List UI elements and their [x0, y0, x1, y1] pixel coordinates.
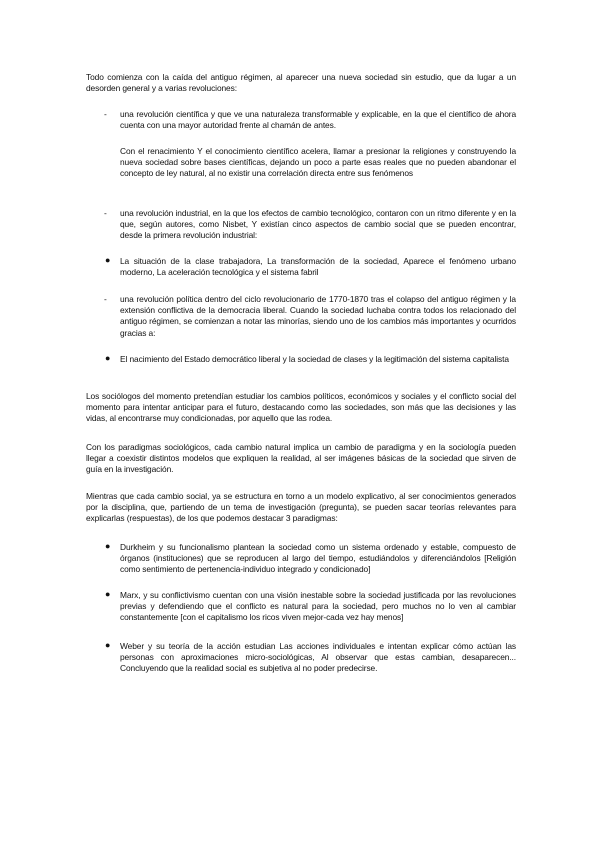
durkheim-text: Durkheim y su funcionalismo plantean la sociedad como un sistema ordenado y estable, compuesto de órganos (instituciones) que se reproducen al largo del tiempo, estudiándolos y diferenciándolos [Religión como sentimiento de pertenencia-individuo integrado y condicionado]	[120, 542, 516, 575]
list-item-industrial-aspects	[86, 256, 516, 278]
weber-text: Weber y su teoría de la acción estudian Las acciones individuales e intentan explicar cómo actúan las personas con aproximaciones micro-sociológicas, Al observar que estas cambian, desaparecen... Concluyendo que la realidad social es subjetiva al no poder predecirse.	[120, 641, 516, 674]
dash-marker: -	[104, 208, 107, 218]
bullet-marker: ●	[105, 255, 111, 265]
list-item-marx	[86, 590, 516, 624]
rev-cientifica-text: una revolución científica y que ve una naturaleza transformable y explicable, en la que el científico de ahora cuenta con una mayor autoridad frente al chamán de antes.	[120, 109, 516, 131]
mientras-paragraph: Mientras que cada cambio social, ya se estructura en torno a un modelo explicativo, al ser conocimientos generados por la disciplina, que, partiendo de un tema de investigación (pregunta), se pueden sacar teorías relevantes para explicarlas (respuestas), de los que podemos destacar 3 paradigmas:	[86, 491, 516, 524]
bullet-marker: ●	[105, 353, 111, 363]
rev-industrial-text: una revolución industrial, en la que los efectos de cambio tecnológico, contaron con un ritmo diferente y en la que, según autores, como Nisbet, Y existían cinco aspectos de cambio social que se pueden encontrar, desde la primera revolución industrial:	[120, 208, 516, 241]
bullet-marker: ●	[105, 640, 111, 650]
bullet-marker: ●	[105, 541, 111, 551]
paradigmas-paragraph: Con los paradigmas sociológicos, cada cambio natural implica un cambio de paradigma y en la sociología pueden llegar a coexistir distintos modelos que expliquen la realidad, al ser imágenes básicas de la sociedad que sirven de guía en la investigación.	[86, 442, 516, 475]
bullet-marker: ●	[105, 589, 111, 599]
rev-politica-text: una revolución política dentro del ciclo revolucionario de 1770-1870 tras el colapso del antiguo régimen y la extensión conflictiva de la democracia liberal. Cuando la sociedad luchaba contra todos los relacionado del antiguo régimen, se comienzan a notar las minorías, siendo uno de los cambios más importantes y ocurridos gracias a:	[120, 294, 516, 338]
list-item-durkheim	[86, 542, 516, 576]
dash-marker: -	[104, 294, 107, 304]
list-item-rev-industrial	[86, 208, 516, 242]
intro-paragraph: Todo comienza con la caída del antiguo régimen, al aparecer una nueva sociedad sin estudio, que da lugar a un desorden general y a varias revoluciones:	[86, 72, 516, 94]
sociologos-paragraph: Los sociólogos del momento pretendían estudiar los cambios políticos, económicos y sociales y el conflicto social del momento para intentar anticipar para el futuro, destacando como las sociedades, son más que las decisiones y las vidas, al encontrarse muy condicionadas, por aquello que las rodea.	[86, 391, 516, 424]
list-item-rev-politica	[86, 294, 516, 339]
estado-liberal-text: El nacimiento del Estado democrático liberal y la sociedad de clases y la legitimación del sistema capitalista	[120, 354, 509, 364]
renacimiento-paragraph: Con el renacimiento Y el conocimiento científico acelera, llamar a presionar la religiones y construyendo la nueva sociedad sobre bases científicas, dejando un poco a parte esas reales que no pueden abandonar el concepto de ley natural, al no existir una correlación directa entre sus fenómenos	[120, 146, 516, 179]
list-item-rev-cientifica	[86, 109, 516, 131]
dash-marker: -	[104, 109, 107, 119]
list-item-estado-liberal	[86, 354, 516, 365]
industrial-aspects-text: La situación de la clase trabajadora, La transformación de la sociedad, Aparece el fenómeno urbano moderno, La aceleración tecnológica y el sistema fabril	[120, 256, 516, 278]
list-item-weber	[86, 641, 516, 675]
marx-text: Marx, y su conflictivismo cuentan con una visión inestable sobre la sociedad justificada por las revoluciones previas y defendiendo que el conflicto es natural para la sociedad, pero muchos no lo ven al cambiar constantemente [con el capitalismo los ricos viven mejor-cada vez hay menos]	[120, 590, 516, 623]
